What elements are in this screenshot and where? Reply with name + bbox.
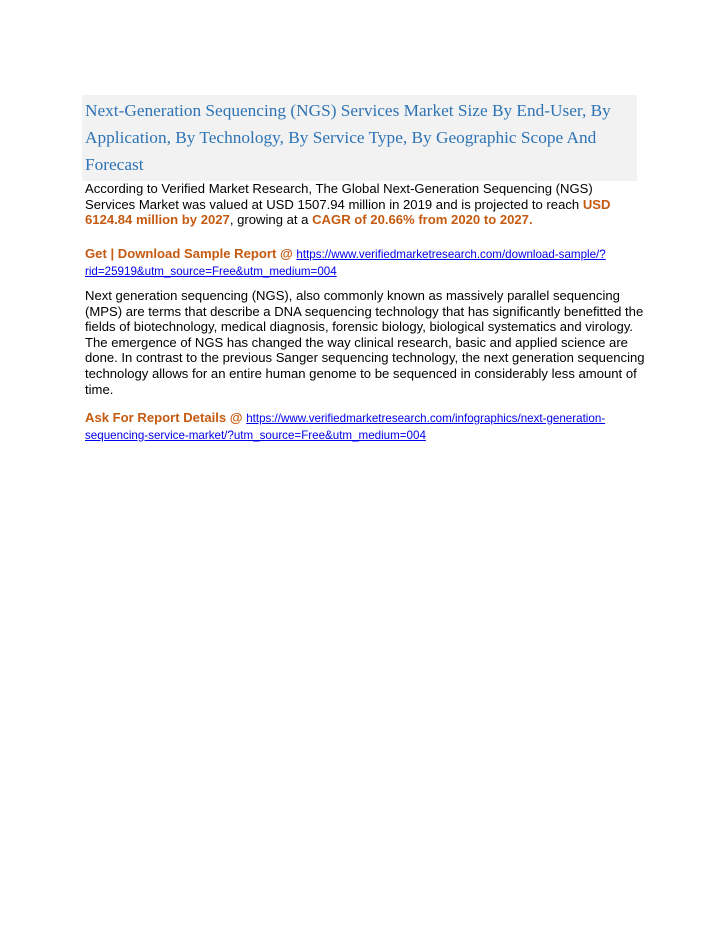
intro-text: According to Verified Market Research, The Global Next-Generation Sequencing (NGS) Services Market was valued at USD 1507.94 million in 2019 and is projected to reach (85, 181, 593, 212)
document-title: Next-Generation Sequencing (NGS) Services Market Size By End-User, By Application, By Technology, By Service Type, By Geographic Scope And Forecast (85, 101, 611, 174)
report-details-label: Ask For Report Details @ (85, 410, 243, 425)
sample-report-link[interactable]: https://www.verifiedmarketresearch.com/download-sample/?rid=25919&utm_source=Free&utm_medium=004 (85, 248, 606, 278)
market-projection-highlight: USD 6124.84 million by 2027 (85, 196, 611, 228)
sample-report-label: Get | Download Sample Report @ (85, 246, 293, 261)
description-paragraph: Next generation sequencing (NGS), also commonly known as massively parallel sequencing (MPS) are terms that describe a DNA sequencing technology that has significantly benefitted the fields of biotechnology, medical diagnosis, forensic biology, biological systematics and virology. The emergence of NGS has changed the way clinical research, basic and applied science are done. In contrast to the previous Sanger sequencing technology, the next generation sequencing technology allows for an entire human genome to be sequenced in considerably less amount of time. (85, 288, 645, 397)
intro-paragraph (85, 181, 645, 228)
report-details-paragraph (85, 410, 645, 443)
report-details-link[interactable]: https://www.verifiedmarketresearch.com/infographics/next-generation-sequencing-service-market/?utm_source=Free&utm_medium=004 (85, 412, 606, 442)
sample-report-paragraph (85, 246, 645, 279)
cagr-highlight: CAGR of 20.66% from 2020 to 2027. (312, 212, 533, 228)
intro-text-continued: , growing at a (229, 212, 313, 228)
